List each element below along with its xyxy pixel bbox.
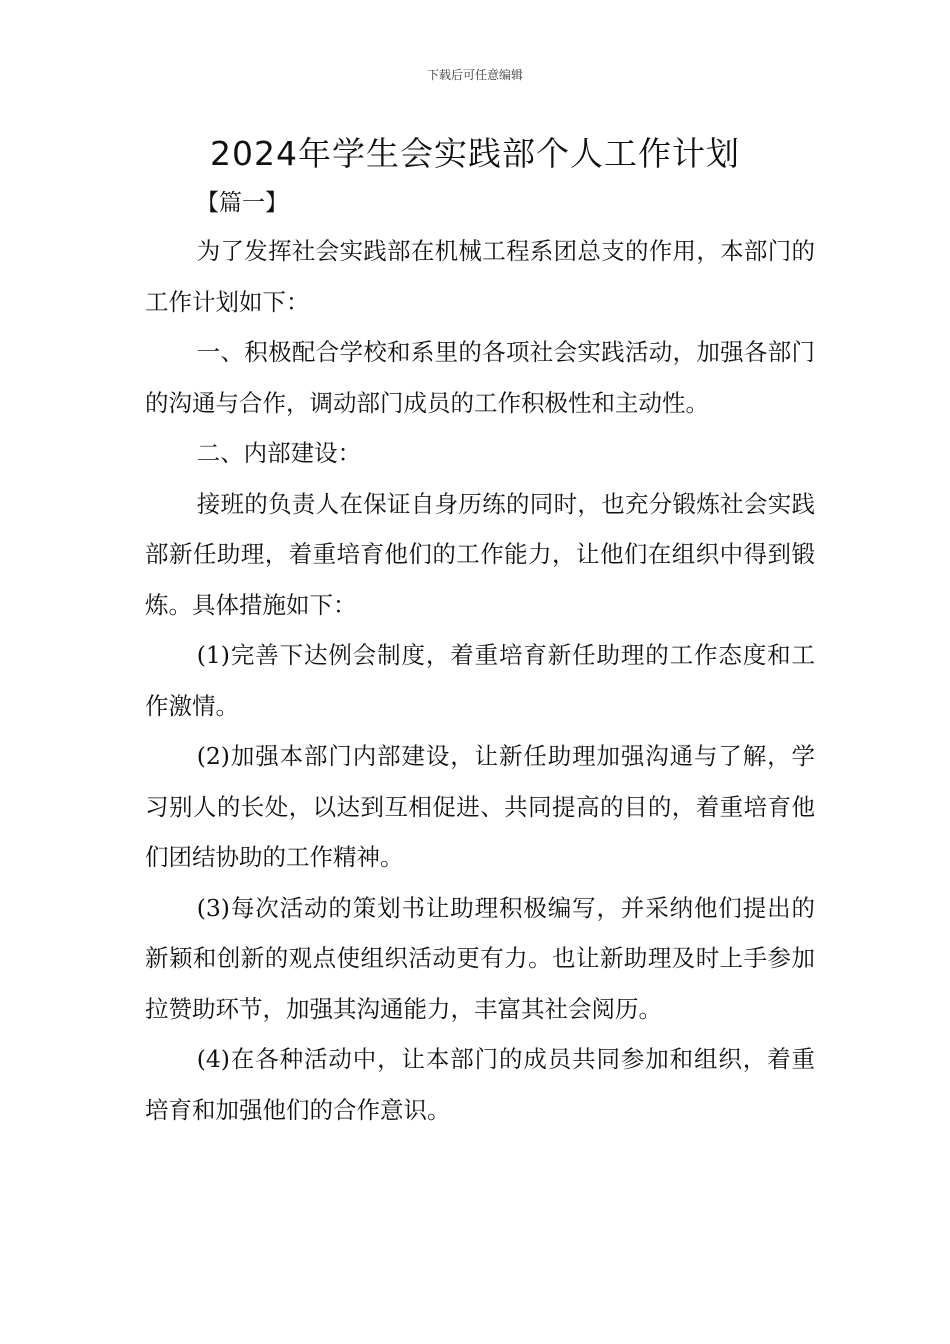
section-label: 【篇一】 bbox=[196, 190, 288, 216]
paragraph: (2)加强本部门内部建设，让新任助理加强沟通与了解，学习别人的长处，以达到互相促进、共同提高的目的，着重培育他们团结协助的工作精神。 bbox=[145, 742, 815, 871]
paragraph: 接班的负责人在保证自身历练的同时，也充分锻炼社会实践部新任助理，着重培育他们的工作能力，让他们在组织中得到锻炼。具体措施如下： bbox=[145, 489, 815, 619]
paragraph: 一、积极配合学校和系里的各项社会实践活动，加强各部门的沟通与合作，调动部门成员的工作积极性和主动性。 bbox=[145, 338, 815, 417]
paragraph: 为了发挥社会实践部在机械工程系团总支的作用，本部门的工作计划如下： bbox=[145, 237, 815, 316]
header-note: 下载后可任意编辑 bbox=[426, 68, 523, 82]
paragraph: (4)在各种活动中，让本部门的成员共同参加和组织，着重培育和加强他们的合作意识。 bbox=[145, 1045, 815, 1124]
paragraph: 二、内部建设： bbox=[196, 439, 362, 467]
paragraph: (1)完善下达例会制度，着重培育新任助理的工作态度和工作激情。 bbox=[145, 641, 815, 720]
paragraph: (3)每次活动的策划书让助理积极编写，并采纳他们提出的新颖和创新的观点使组织活动更有力。也让新助理及时上手参加拉赞助环节，加强其沟通能力，丰富其社会阅历。 bbox=[145, 893, 815, 1023]
document-title: 2024年学生会实践部个人工作计划 bbox=[210, 134, 740, 173]
body-text bbox=[145, 226, 815, 1135]
